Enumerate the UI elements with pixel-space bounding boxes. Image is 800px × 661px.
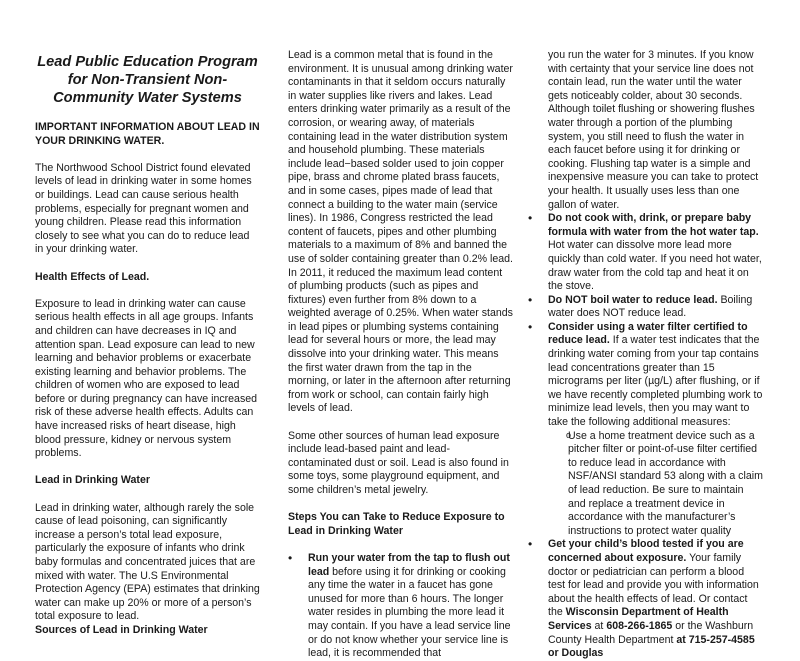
step-5-text: Your family doctor or pediatrician can perform a blood test for lead and provide you with information about the health effects of lead. Or contact the: [548, 551, 759, 619]
step-5-at: at: [591, 619, 607, 632]
steps-list: [288, 552, 513, 661]
important-heading: IMPORTANT INFORMATION ABOUT LEAD IN YOUR DRINKING WATER.: [35, 121, 260, 147]
title-line-2: for Non-Transient Non-: [67, 72, 228, 88]
sub-list-item: [548, 430, 763, 539]
health-effects-paragraph: Exposure to lead in drinking water can cause serious health effects in all age groups. Infants and children can have decreases in IQ and attention span. Lead exposure can lead to new learning and behavior problems or exacerbate existing learning and behavior problems. The children of women who are exposed to lead before or during pregnancy can have increased risk of these adverse health effects. Adults can have increased risks of heart disease, high blood pressure, kidney or nervous system problems.: [35, 297, 258, 460]
step-4-bold: Consider using a water filter certified to reduce lead.: [548, 320, 748, 347]
steps-list-continued: [528, 212, 763, 661]
sub-item-1-text: o Use a home treatment device such as a pitcher filter or point-of-use filter certified to reduce lead in accordance with NSF/ANSI standard 53 along with a claim of lead reduction. Be sure to maintain and replace a treatment device in accordance with the manufacturer’s instructions to protect water quality: [568, 429, 763, 537]
step-1-bold: Run your water from the tap to flush out lead: [308, 551, 510, 578]
column-middle: [288, 49, 513, 661]
column-left: [35, 53, 260, 638]
title-line-1: Lead Public Education Program: [37, 54, 258, 70]
health-effects-heading: Health Effects of Lead.: [35, 270, 150, 283]
step-2-text: Hot water can dissolve more lead more quickly than cold water. If you need hot water, draw water from the cold tap and heat it on the stove.: [548, 239, 762, 293]
list-item: [528, 294, 763, 321]
step-3-text: Boiling water does NOT reduce lead.: [548, 293, 753, 320]
step-3-bold: Do NOT boil water to reduce lead.: [548, 293, 718, 306]
step-4-text: If a water test indicates that the drinking water coming from your tap contains lead concentrations greater than 15 micrograms per liter (µg/L) after flushing, or if we have recently completed plumbing work to minimize lead levels, then you may want to take the following additional measures:: [548, 334, 763, 429]
list-item: [288, 552, 513, 661]
step-5-bold: Get your child’s blood tested if you are concerned about exposure.: [548, 538, 744, 564]
lead-in-water-paragraph: Lead in drinking water, although rarely the sole cause of lead poisoning, can significantly increase a person’s total lead exposure, particularly the exposure of infants who drink baby formulas and concentrated juices that are mixed with water. The U.S Environmental Protection Agency (EPA) estimates that drinking water can make up 20% or more of a person’s total exposure to lead.: [35, 501, 260, 623]
sources-paragraph: Lead is a common metal that is found in the environment. It is unusual among drinking water contaminants in that it seldom occurs naturally in water supplies like rivers and lakes. Lead enters drinking water primarily as a result of the corrosion, or wearing away, of materials containing lead in the water distribution system and household plumbing. These materials include lead−based solder used to join copper pipe, brass and chrome plated brass faucets, and in some cases, pipes made of lead that connect a building to the water main (service lines). In 1986, Congress restricted the lead content of faucets, pipes and other plumbing materials to a maximum of 8% and banned the use of solder containing greater than 0.2% lead. In 2011, it reduced the maximum lead content of plumbing products (such as pipes and fixtures) even further from 8% down to a weighted average of 0.25%. When water stands in lead pipes or plumbing systems containing lead for several hours or more, the lead may dissolve into your drinking water. This means the first water drawn from the tap in the morning, or later in the afternoon after returning from work or school, can contain fairly high levels of lead.: [288, 49, 513, 415]
other-sources-paragraph: Some other sources of human lead exposure include lead-based paint and lead-contaminated dust or soil. Lead is also found in some toys, some playground equipment, and some children’s metal jewelry.: [288, 429, 509, 496]
step-1-continued: you run the water for 3 minutes. If you know with certainty that your service line does not contain lead, run the water until the water gets noticeably colder, about 30 seconds. Although toilet flushing or showering flushes water through a portion of the plumbing system, you still need to flush the water in each faucet before using it for drinking or cooking. Flushing tap water is a simple and inexpensive measure you can take to protect your health. It usually uses less than one gallon of water.: [548, 49, 759, 211]
sub-list: [548, 430, 763, 539]
step-2-bold: Do not cook with, drink, or prepare baby formula with water from the hot water tap.: [548, 212, 759, 238]
document-title: [35, 53, 260, 107]
county-phone: at 715-257-4585 or Douglas: [548, 633, 755, 660]
intro-paragraph: The Northwood School District found elevated levels of lead in drinking water in some homes or buildings. Lead can cause serious health problems, especially for pregnant women and young children. Please read this information closely to see what you can do to reduce lead in your drinking water.: [35, 161, 252, 256]
dhs-phone: 608-266-1865: [606, 619, 673, 632]
step-5-mid: or the Washburn County Health Department: [548, 619, 754, 646]
list-item: [528, 212, 763, 294]
dhs-name: Wisconsin Department of Health Services: [548, 606, 729, 632]
list-item: [528, 538, 763, 660]
title-line-3: Community Water Systems: [53, 90, 242, 106]
column-right: [528, 49, 763, 661]
list-item: [528, 321, 763, 539]
step-1-text: before using it for drinking or cooking any time the water in a faucet has gone unused for more than 6 hours. The longer water resides in plumbing the more lead it may contain. If you have a lead service line or do not know whether your service line is lead, it is recommended that: [308, 565, 511, 660]
lead-in-water-heading: Lead in Drinking Water: [35, 474, 150, 487]
sources-heading: Sources of Lead in Drinking Water: [35, 623, 208, 636]
steps-heading: Steps You can Take to Reduce Exposure to Lead in Drinking Water: [288, 511, 505, 537]
